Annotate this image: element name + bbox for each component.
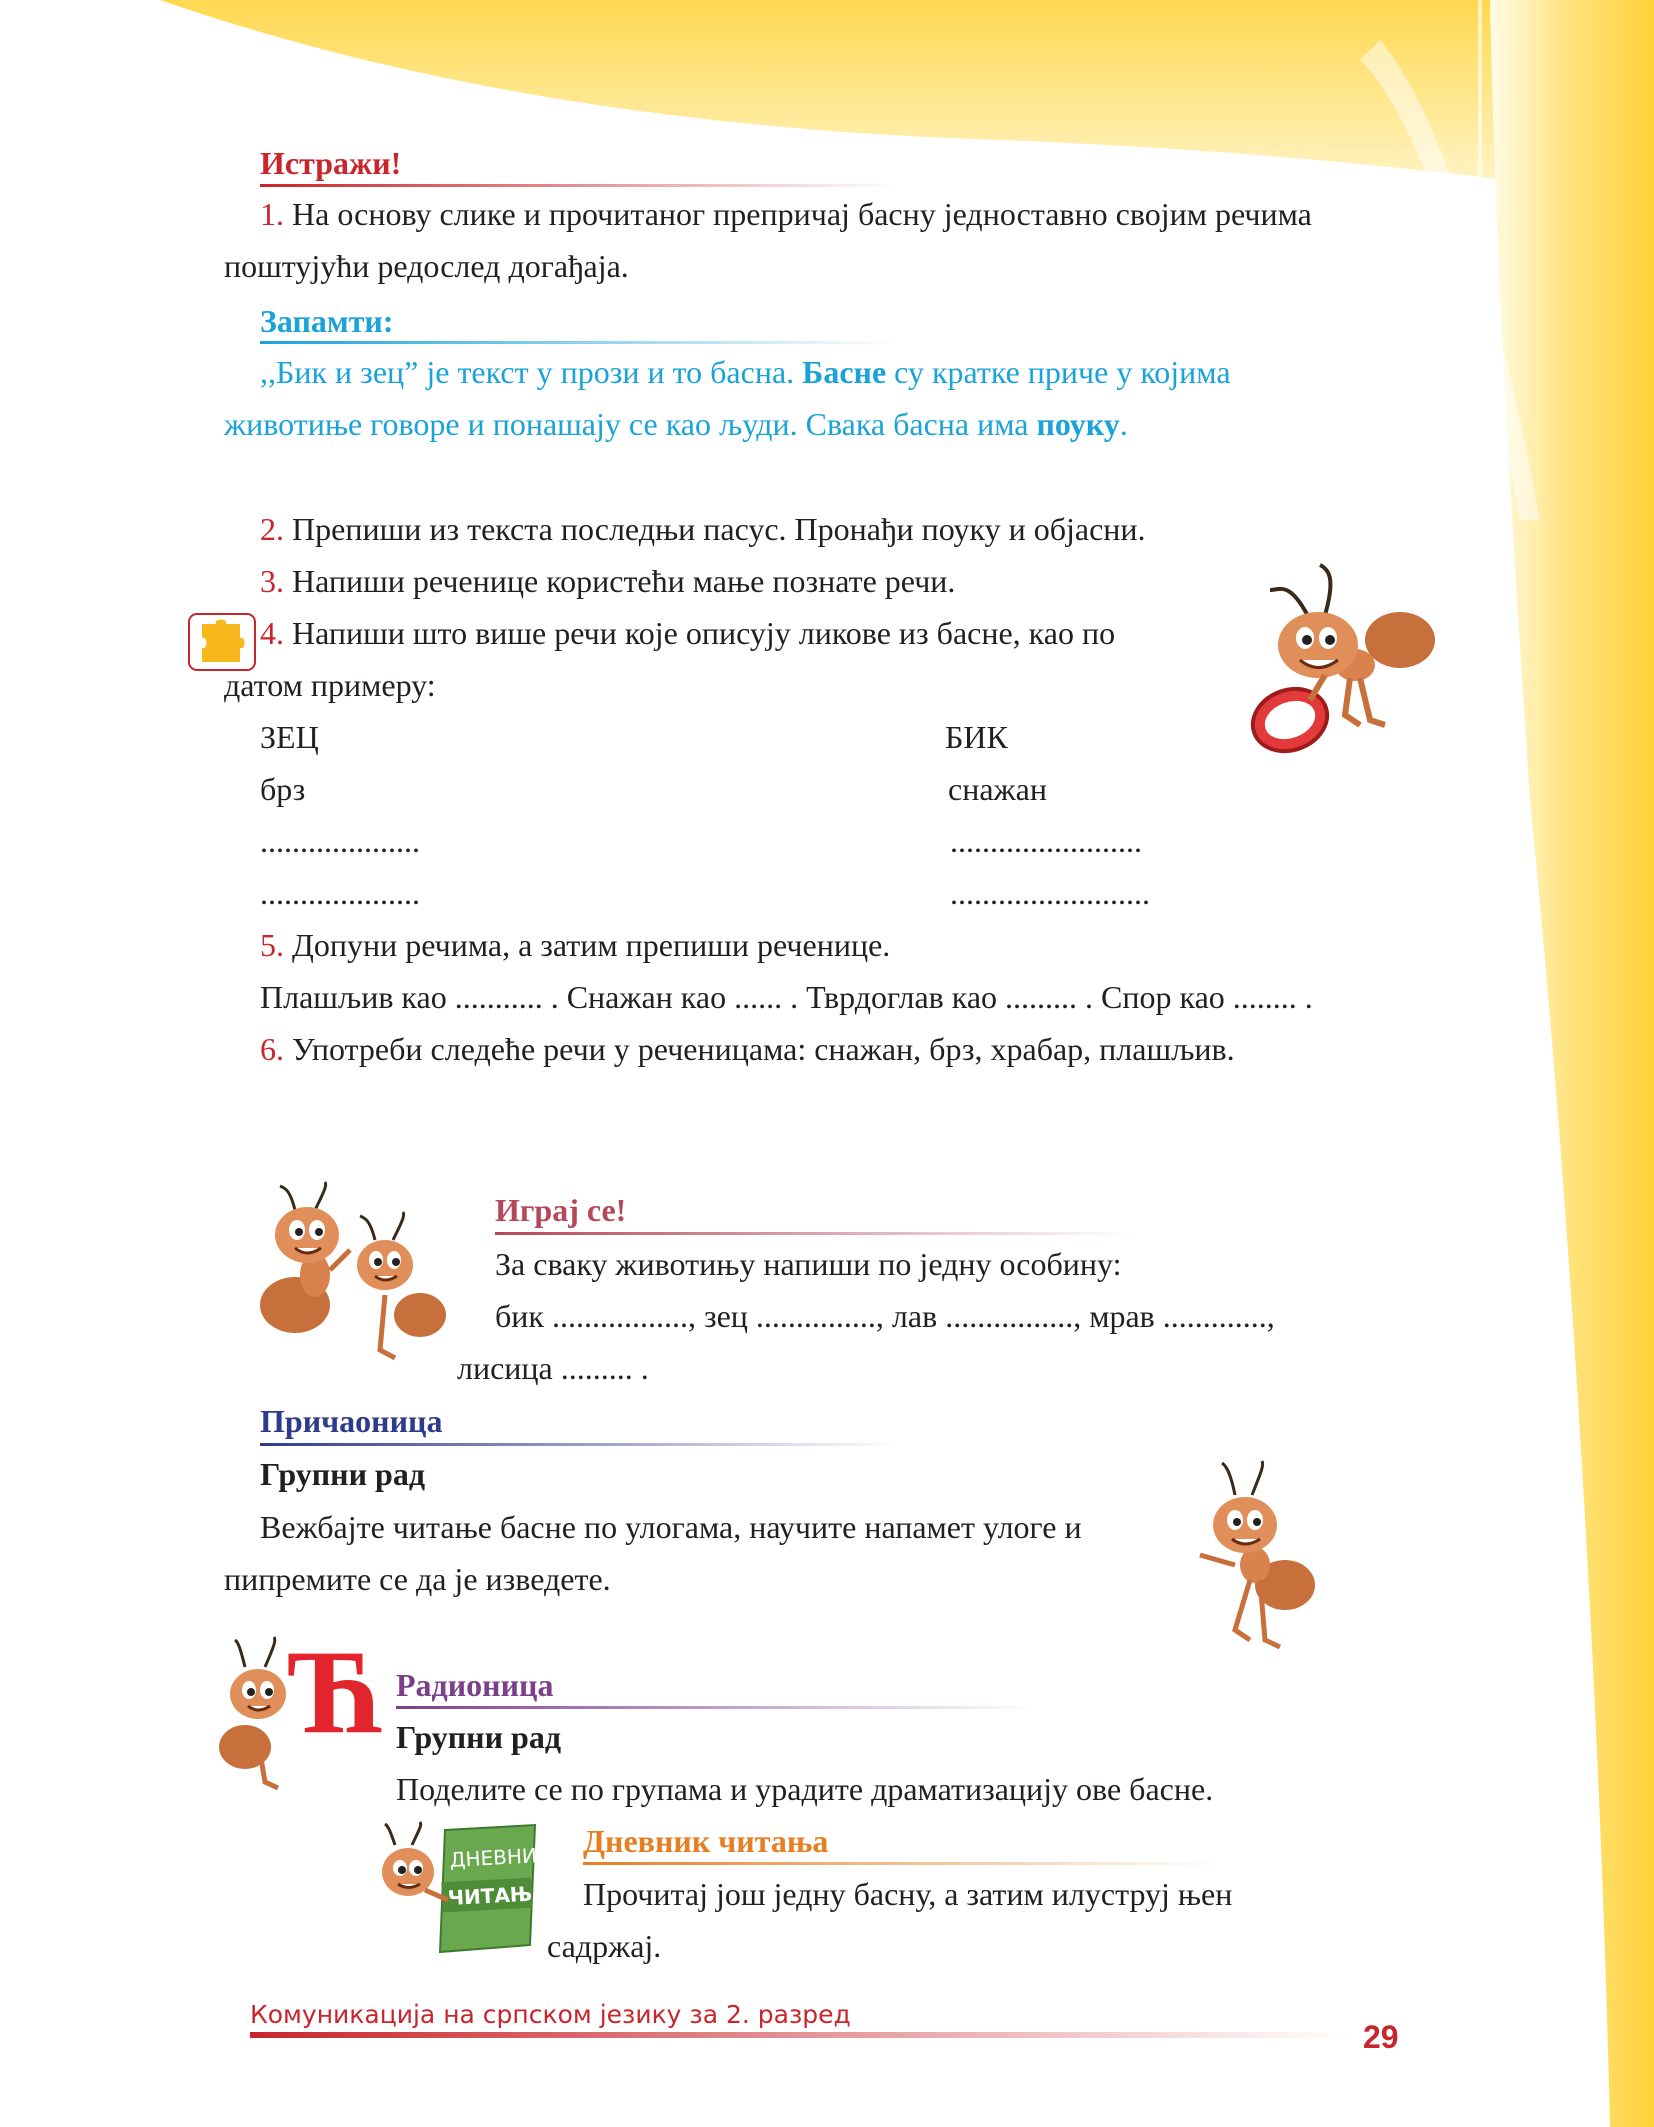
task-1-line-2: поштујући редослед догађаја.: [224, 248, 629, 284]
workshop-underline: [396, 1706, 1036, 1709]
remember-underline: [260, 341, 900, 344]
play-underline: [495, 1232, 1135, 1235]
explore-heading: Истражи!: [260, 145, 402, 181]
ant-waving: [1190, 1455, 1320, 1655]
talk-line-1: Вежбајте читање басне по улогама, научите напамет улоге и: [260, 1509, 1082, 1545]
footer-book-title: Комуникација на српском језику за 2. разред: [250, 2000, 851, 2029]
diary-line-1: Прочитај још једну басну, а затим илуструј њен: [583, 1876, 1233, 1912]
talk-line-2: пипремите се да је изведете.: [224, 1561, 611, 1597]
ant-letter-dj: [220, 1625, 386, 1792]
rabbit-example: брз: [260, 771, 306, 807]
diary-heading: Дневник читања: [583, 1823, 829, 1859]
remember-line-1: ,,Бик и зец” је текст у прози и то басна. Басне су кратке приче у којима: [260, 354, 1231, 390]
remember-heading: Запамти:: [260, 303, 394, 339]
column-head-bull: БИК: [945, 719, 1008, 755]
task-4-line-1: 4. Напиши што више речи које описују ликове из басне, као по: [260, 615, 1116, 651]
task-5-sentence: Плашљив као ........... . Снажан као ...... . Тврдоглав као ......... . Спор као ........ .: [260, 979, 1313, 1015]
diary-line-2: садржај.: [547, 1928, 662, 1964]
talk-underline: [260, 1443, 900, 1446]
workshop-heading: Радионица: [396, 1667, 554, 1703]
bull-blank-1: ........................: [950, 823, 1142, 859]
task-6: 6. Употреби следеће речи у реченицама: снажан, брз, храбар, плашљив.: [260, 1031, 1235, 1067]
task-1-line-1: 1. На основу слике и прочитаног препричај басну једноставно својим речима: [260, 196, 1312, 232]
book-title-2: ЧИТАЊА: [447, 1880, 549, 1911]
talk-subtitle: Групни рад: [260, 1456, 426, 1492]
workshop-line-1: Поделите се по групама и урадите драматизацију ове басне.: [396, 1771, 1214, 1807]
diary-underline: [583, 1862, 1223, 1865]
task-5: 5. Допуни речима, а затим препиши реченице.: [260, 927, 891, 963]
workshop-subtitle: Групни рад: [396, 1719, 562, 1755]
rabbit-blank-2: ....................: [260, 875, 420, 911]
rabbit-blank-1: ....................: [260, 823, 420, 859]
play-line-2: бик ................., зец ..............., лав ................, мрав .............,: [495, 1298, 1275, 1334]
play-line-1: За сваку животињу напиши по једну особину:: [495, 1246, 1122, 1282]
play-line-3: лисица ......... .: [457, 1350, 649, 1386]
task-2: 2. Препиши из текста последњи пасус. Пронађи поуку и објасни.: [260, 511, 1146, 547]
play-heading: Играј се!: [495, 1192, 627, 1228]
book-title-1: ДНЕВНИК: [449, 1842, 552, 1872]
explore-underline: [260, 184, 900, 187]
puzzle-icon: [188, 610, 258, 672]
ant-pair: [255, 1180, 455, 1370]
talk-heading: Причаоница: [260, 1403, 443, 1439]
bull-example: снажан: [948, 771, 1047, 807]
ant-with-magnifier: [1250, 560, 1440, 760]
page-number: 29: [1363, 2019, 1399, 2055]
remember-line-2: животиње говоре и понашају се као људи. Свака басна има поуку.: [224, 406, 1128, 442]
letter-dj: Ћ: [290, 1625, 386, 1758]
task-4-line-2: датом примеру:: [224, 667, 436, 703]
bull-blank-2: .........................: [950, 875, 1150, 911]
task-3: 3. Напиши реченице користећи мање познате речи.: [260, 563, 956, 599]
column-head-rabbit: ЗЕЦ: [260, 719, 319, 755]
task-1-number: 1.: [260, 196, 284, 232]
ant-reading-book: [370, 1820, 552, 1955]
